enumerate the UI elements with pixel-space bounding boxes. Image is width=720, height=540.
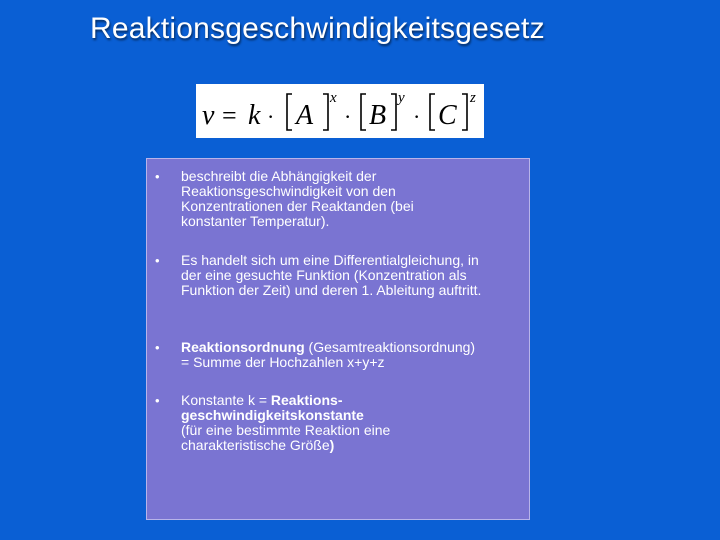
formula-exponent-y: y	[398, 90, 405, 106]
formula-dot-2: ·	[344, 104, 352, 129]
formula-v: v	[202, 100, 215, 131]
rate-law-formula	[196, 84, 484, 138]
bullet-marker: •	[155, 393, 160, 408]
formula-species-a: A	[296, 100, 314, 131]
bullet-text	[181, 340, 526, 370]
formula-species-b: B	[369, 100, 387, 131]
bullet-text	[181, 393, 526, 453]
formula-dot-1: ·	[267, 104, 275, 129]
formula-dot-3: ·	[413, 104, 421, 129]
bullet-marker: •	[155, 340, 160, 355]
formula-exponent-x: x	[330, 90, 337, 106]
bullet-text	[181, 253, 526, 298]
bullet-text-content: Es handelt sich um eine Differentialgleichung, in der eine gesuchte Funktion (Konzentration als Funktion der Zeit) und deren 1. Ableitung auftritt.	[181, 252, 482, 298]
bullet-marker: •	[155, 253, 160, 268]
rate-law-formula-graphic	[196, 84, 484, 138]
formula-species-c: C	[438, 100, 457, 131]
bullet-closing-paren: )	[329, 437, 335, 453]
formula-equals: =	[222, 101, 237, 130]
formula-k: k	[248, 100, 261, 131]
formula-exponent-z: z	[470, 90, 476, 106]
bullet-text-content: (für eine bestimmte Reaktion eine charakteristische Größe	[181, 422, 391, 453]
bullet-term-reaktionsordnung: Reaktionsordnung	[181, 339, 305, 355]
bullet-prefix: Konstante k =	[181, 392, 271, 408]
bullet-marker: •	[155, 169, 160, 184]
slide-title: Reaktionsgeschwindigkeitsgesetz	[90, 12, 545, 45]
bullet-text: beschreibt die Abhängigkeit der Reaktionsgeschwindigkeit von den Konzentrationen der Reaktanden (bei konstanter Temperatur).	[181, 168, 414, 229]
bullet-term-geschwindigkeitskonstante: Reaktions- geschwindigkeitskonstante	[181, 392, 364, 423]
bullet-text-content: (Gesamtreaktionsordnung) = Summe der Hochzahlen x+y+z	[181, 339, 476, 370]
bullet-list-panel	[146, 158, 530, 520]
